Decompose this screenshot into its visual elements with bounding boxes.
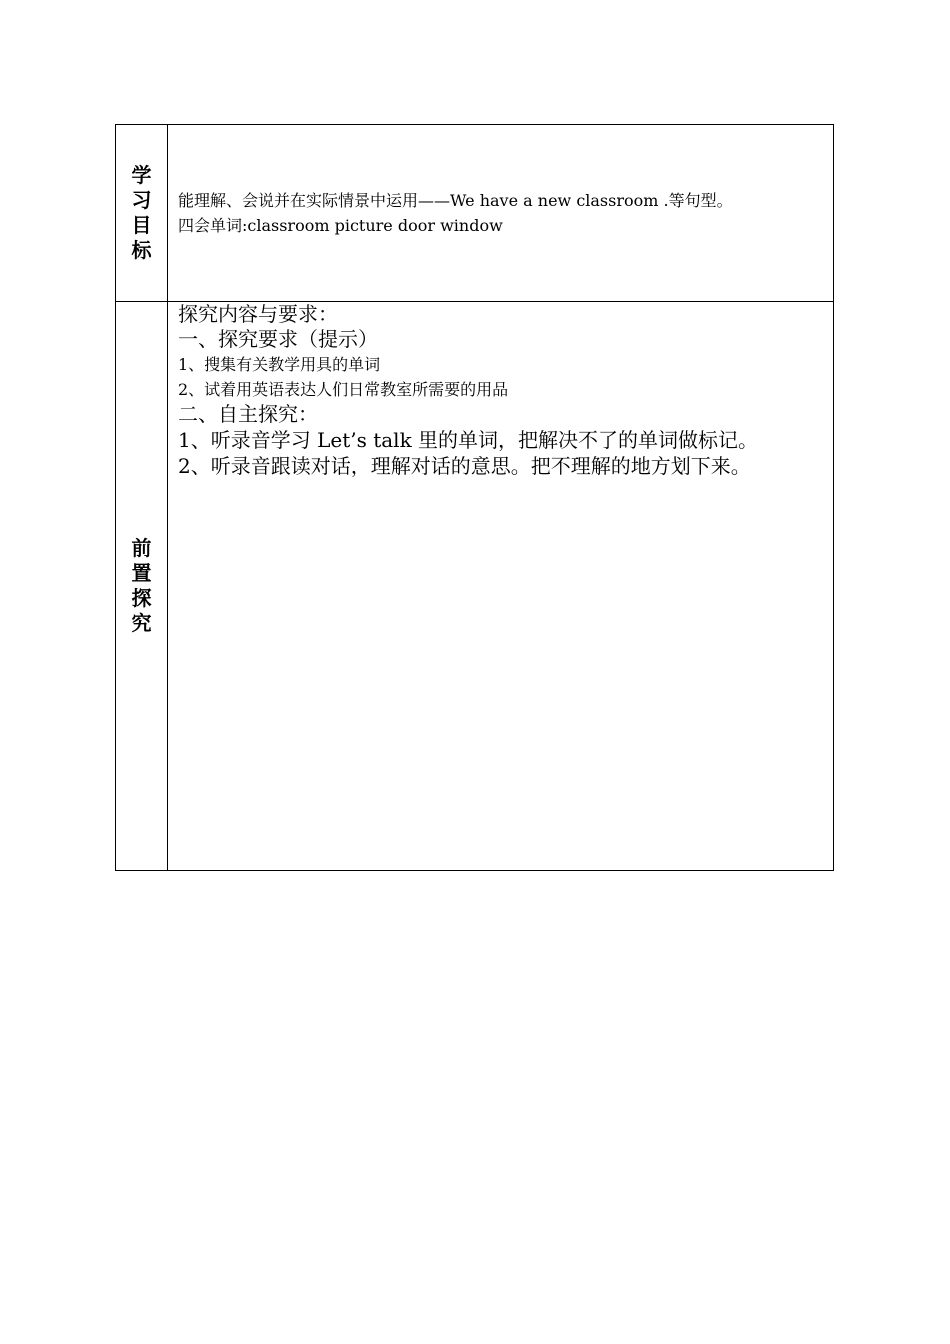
section1-title: 一、探究要求（提示）	[178, 327, 378, 351]
goal-line-sentence: 能理解、会说并在实际情景中运用——We have a new classroom .等句型。	[178, 191, 733, 210]
pre-exploration-label: 前置探究	[131, 536, 152, 635]
learning-goals-label: 学习目标	[131, 163, 152, 262]
learning-goals-content	[168, 125, 833, 301]
section2-title: 二、自主探究：	[178, 402, 318, 426]
lesson-table	[115, 124, 834, 871]
learning-goals-row	[116, 125, 834, 302]
pre-exploration-content-cell	[168, 302, 834, 871]
pre-exploration-content	[168, 302, 833, 479]
section2-item: 2、听录音跟读对话，理解对话的意思。把不理解的地方划下来。	[178, 454, 751, 478]
section2-item: 1、听录音学习 Let’s talk 里的单词，把解决不了的单词做标记。	[178, 428, 759, 452]
goal-line-vocabulary: 四会单词:classroom picture door window	[178, 216, 503, 235]
learning-goals-label-cell	[116, 125, 168, 302]
pre-exploration-row	[116, 302, 834, 871]
section1-item: 1、搜集有关教学用具的单词	[178, 355, 381, 374]
section1-item: 2、试着用英语表达人们日常教室所需要的用品	[178, 380, 509, 399]
pre-exploration-label-cell	[116, 302, 168, 871]
exploration-heading: 探究内容与要求：	[178, 302, 338, 326]
learning-goals-content-cell	[168, 125, 834, 302]
